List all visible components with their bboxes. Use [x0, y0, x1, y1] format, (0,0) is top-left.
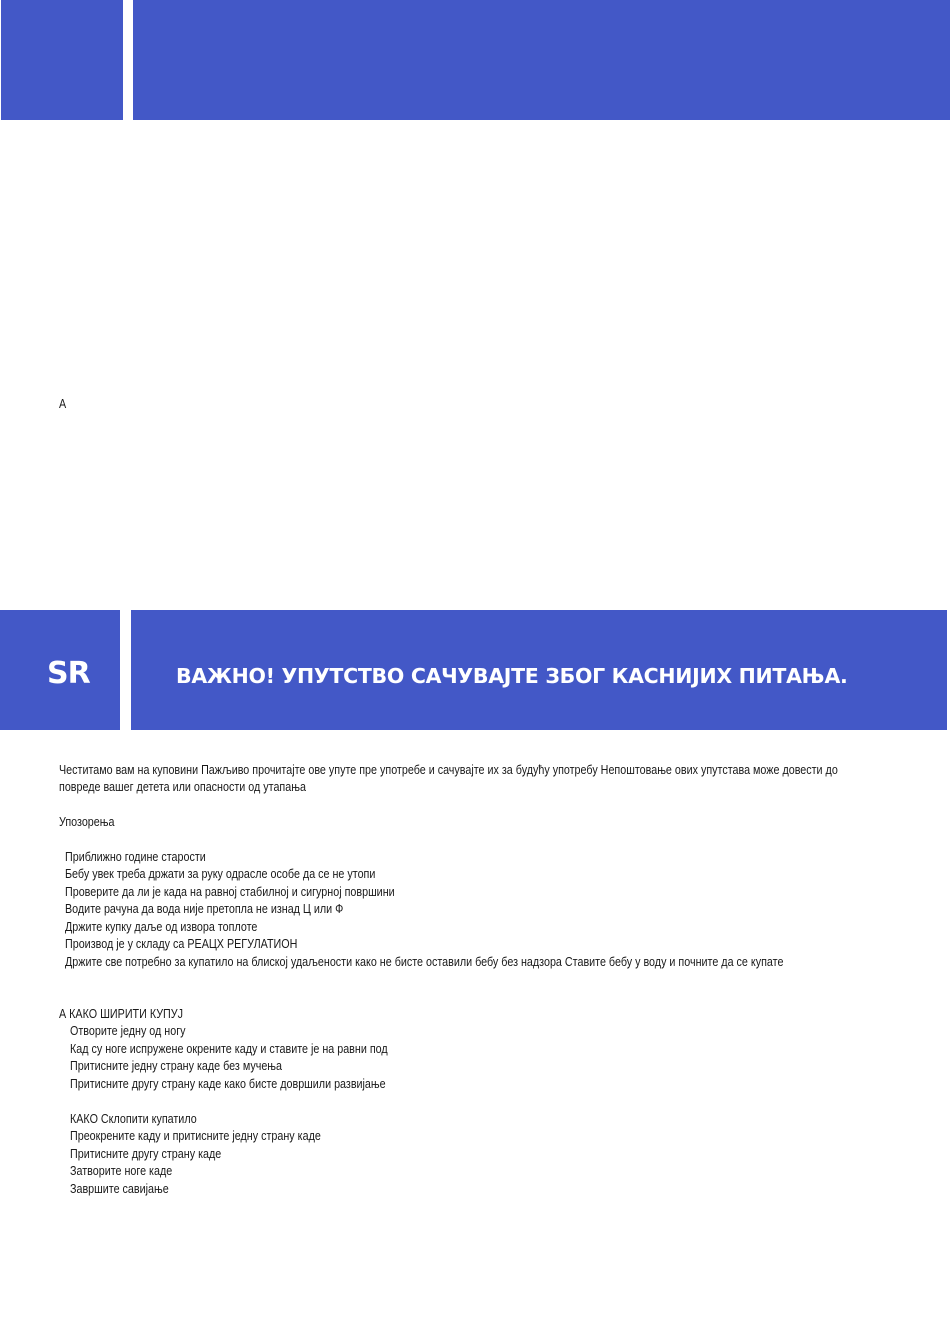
warnings-title: Упозорења	[59, 815, 115, 829]
warning-item: Држите све потребно за купатило на блиској удаљености како не бисте оставили бебу без надзора Ставите бебу у воду и почните да се купате	[65, 955, 784, 969]
top-band-right	[133, 0, 950, 120]
warning-item: Производ је у складу са РЕАЦХ РЕГУЛАТИОН	[65, 937, 298, 951]
warning-item: Водите рачуна да вода није претопла не изнад Ц или Ф	[65, 902, 344, 916]
section-a-step: Отворите једну од ногу	[70, 1024, 186, 1038]
page-title: ВАЖНО! УПУТСТВО САЧУВАЈТЕ ЗБОГ КАСНИЈИХ ПИТАЊА.	[176, 664, 848, 688]
warning-item: Приближно године старости	[65, 850, 206, 864]
section-a-step: Кад су ноге испружене окрените каду и ставите је на равни под	[70, 1042, 388, 1056]
section-a-step: Притисните другу страну каде како бисте довршили развијање	[70, 1077, 386, 1091]
section-b-step: Затворите ноге каде	[70, 1164, 173, 1178]
top-band-left	[1, 0, 123, 120]
warning-item: Држите купку даље од извора топлоте	[65, 920, 258, 934]
section-b-step: Преокрените каду и притисните једну страну каде	[70, 1129, 321, 1143]
language-code: SR	[47, 656, 90, 691]
prev-section-marker: A	[59, 397, 67, 411]
warning-item: Бебу увек треба држати за руку одрасле особе да се не утопи	[65, 867, 376, 881]
section-b-step: Завршите савијање	[70, 1182, 169, 1196]
section-b-step: Притисните другу страну каде	[70, 1147, 222, 1161]
section-a-step: Притисните једну страну каде без мучења	[70, 1059, 283, 1073]
intro-line: Честитамо вам на куповини Пажљиво прочитајте ове упуте пре употребе и сачувајте их за будућу употребу Непоштовање ових упутстава може довести до	[59, 763, 838, 777]
section-a-title: А КАКО ШИРИТИ КУПУЈ	[59, 1007, 183, 1021]
warning-item: Проверите да ли је када на равној стабилној и сигурној површини	[65, 885, 395, 899]
section-b-title: КАКО Склопити купатило	[70, 1112, 197, 1126]
intro-line: повреде вашег детета или опасности од утапања	[59, 780, 306, 794]
